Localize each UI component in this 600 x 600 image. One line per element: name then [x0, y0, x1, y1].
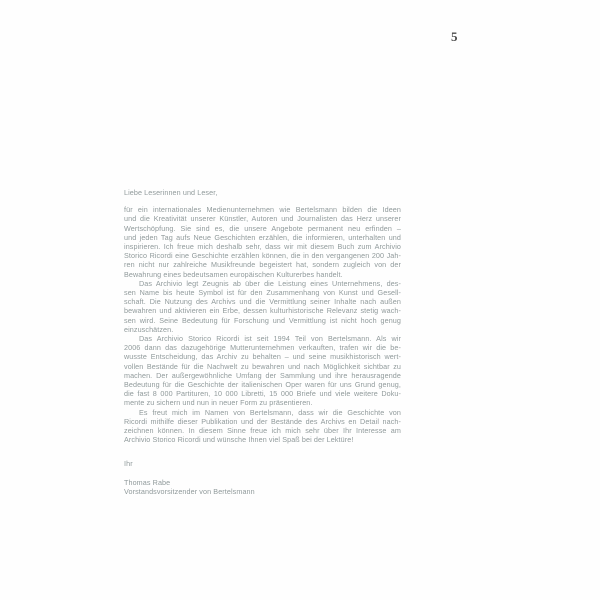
letter-line: Das Archivio Storico Ricordi ist seit 1994 Teil von Bertelsmann. Als wir: [139, 334, 401, 344]
letter-line: für ein internationales Medienunternehmen wie Bertelsmann bilden die Ideen: [124, 205, 401, 215]
letter-line: einzuschätzen.: [124, 324, 174, 334]
letter-paragraph: [124, 334, 401, 408]
letter-line: Ricordi mithilfe dieser Publikation und der Bestände des Archivs en Detail nach-: [124, 416, 401, 426]
letter-line: ren nicht nur zahlreiche Musikfreunde begeistert hat, sondern zugleich von der: [124, 260, 401, 270]
letter-line: 2006 dann das dazugehörige Mutterunternehmen verkauften, trafen wir die be-: [124, 343, 401, 353]
letter-line: Es freut mich im Namen von Bertelsmann, dass wir die Geschichte von: [139, 407, 401, 417]
letter-line: mente zu sichern und nun in neuer Form zu präsentieren.: [124, 398, 313, 408]
letter-line: und jeden Tag aufs Neue Geschichten erzählen, die informieren, unterhalten und: [124, 232, 401, 242]
letter-line: schaft. Die Nutzung des Archivs und die Vermittlung seiner Inhalte nach außen: [124, 297, 401, 307]
signature-block: [124, 478, 401, 496]
letter-paragraph: [124, 279, 401, 334]
letter-line: bewahren und aktivieren ein Erbe, dessen kulturhistorische Relevanz stetig wach-: [124, 306, 401, 316]
letter-line: zeichnen können. In diesem Sinne freue ich mich sehr über Ihr Interesse am: [124, 426, 401, 436]
letter-line: vollen Bestände für die Nachwelt zu bewahren und nach Möglichkeit sichtbar zu: [124, 361, 401, 371]
salutation: Liebe Leserinnen und Leser,: [124, 188, 218, 197]
letter-paragraph: [124, 408, 401, 445]
letter-line: Archivio Storico Ricordi und wünsche Ihnen viel Spaß bei der Lektüre!: [124, 435, 354, 445]
letter-paragraphs: [124, 205, 401, 444]
valediction: Ihr: [124, 459, 133, 469]
letter-paragraph: [124, 205, 401, 279]
letter-line: machen. Der außergewöhnliche Umfang der Sammlung und ihre herausragende: [124, 370, 401, 380]
letter-line: inspirieren. Ich freue mich deshalb sehr, dass wir mit diesem Buch zum Archivio: [124, 242, 401, 252]
letter-line: Bewahrung eines bedeutsamen europäischen Kulturerbes handelt.: [124, 269, 343, 279]
letter-line: die fast 8 000 Partituren, 10 000 Libretti, 15 000 Briefe und viele weitere Doku-: [124, 389, 401, 399]
signature-name: Thomas Rabe: [124, 477, 171, 487]
letter-line: Wertschöpfung. Sie sind es, die unsere Angebote permanent neu erfinden –: [124, 223, 401, 233]
letter-line: sen Name bis heute Symbol ist für den Zusammenhang von Kunst und Gesell-: [124, 288, 401, 298]
letter-line: und die Kreativität unserer Künstler, Autoren und Journalisten das Herz unserer: [124, 214, 401, 224]
foreword-letter: [124, 188, 401, 496]
letter-line: sen wird. Seine Bedeutung für Forschung und Vermittlung ist nicht hoch genug: [124, 315, 401, 325]
signature-title: Vorstandsvorsitzender von Bertelsmann: [124, 486, 255, 496]
page-number: 5: [451, 29, 458, 44]
letter-line: Storico Ricordi eine Geschichte erzählen können, die in den vergangenen 200 Jah-: [124, 251, 401, 261]
letter-line: wusste Entscheidung, das Archiv zu behalten – und seine musikhistorisch wert-: [124, 352, 401, 362]
letter-line: Das Archivio legt Zeugnis ab über die Leistung eines Unternehmens, des-: [139, 278, 401, 288]
letter-line: Bedeutung für die Geschichte der italienischen Oper waren für uns Grund genug,: [124, 380, 401, 390]
